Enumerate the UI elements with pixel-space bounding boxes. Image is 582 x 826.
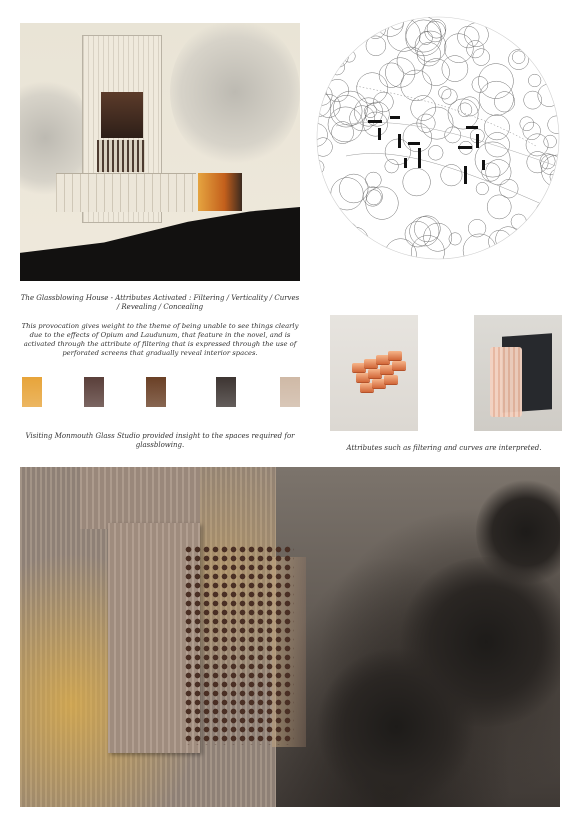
copper-block — [392, 361, 406, 370]
tree-circle — [550, 169, 560, 185]
tree-circle — [541, 155, 560, 175]
tree-circle — [460, 97, 479, 116]
tree-circle — [316, 91, 331, 117]
tree-circle — [331, 178, 363, 210]
tree-circle — [487, 195, 511, 219]
tree-circle — [442, 89, 458, 105]
tree-circle — [536, 226, 560, 259]
tree-circle — [525, 31, 547, 53]
tree-circle — [385, 159, 399, 173]
tower-window — [101, 92, 143, 138]
site-path — [356, 86, 536, 146]
glass-studio-caption: Visiting Monmouth Glass Studio provided insight to the spaces required for glassblowing. — [25, 432, 295, 450]
tree-circle — [523, 122, 541, 140]
tree-circle — [442, 56, 468, 82]
tree-circle — [387, 18, 420, 51]
tree-circle — [485, 132, 510, 157]
tree-circle — [328, 25, 344, 41]
material-swatch — [146, 377, 166, 407]
material-swatch — [84, 377, 104, 407]
tree-circle — [444, 34, 473, 63]
tree-circle — [511, 214, 526, 229]
timber-panel — [80, 467, 200, 529]
tree-circle — [316, 160, 324, 174]
perforated-screen — [184, 545, 294, 745]
material-swatch — [22, 377, 42, 407]
tree-circle — [449, 233, 461, 245]
tree-circle — [489, 230, 512, 253]
base-screen — [56, 173, 196, 212]
tree-circle — [476, 182, 488, 194]
tree-circle — [341, 16, 373, 33]
tree-circle — [366, 190, 381, 205]
site-plan — [316, 16, 560, 260]
tree-circle — [427, 19, 446, 38]
tree-circle — [475, 142, 510, 177]
tree-circle — [441, 165, 462, 186]
tree-circle — [540, 154, 555, 169]
tree-circle — [439, 87, 452, 100]
tree-circle — [472, 77, 488, 93]
tree-circle — [522, 237, 543, 258]
tree-circle — [327, 233, 345, 251]
tree-circle — [385, 58, 415, 88]
tree-circle — [342, 227, 369, 254]
tower-balcony — [97, 140, 145, 172]
tree-circle — [473, 49, 490, 66]
tree-circle — [484, 115, 509, 140]
tree-circle — [423, 59, 450, 86]
tree-circle — [509, 49, 529, 69]
provocation-text: This provocation gives weight to the theme of being unable to see things clearly due to the effects of Opium and Laudunum, that feature in the novel, and is activated through the attribute of filtering that is expressed through the use of perforated screens that gradually reveal interior spaces. — [21, 322, 299, 357]
contour-line — [346, 153, 546, 206]
tree-circle — [329, 60, 344, 75]
tree-circle — [417, 42, 441, 66]
tree-circle — [377, 16, 403, 36]
tree-circle — [379, 63, 404, 88]
tree-circle — [406, 20, 442, 56]
tree-circle — [365, 18, 385, 38]
tree-circle — [428, 145, 443, 160]
tree-circle — [316, 189, 330, 212]
tree-circle — [448, 99, 478, 129]
tree-circle — [316, 228, 346, 261]
tree-circle — [544, 135, 557, 148]
collage-image — [20, 467, 560, 807]
tree-circle — [494, 92, 514, 112]
tree-circle — [322, 217, 348, 243]
copper-block — [384, 375, 398, 384]
tree-circle — [500, 179, 519, 198]
tree-canopy — [170, 23, 300, 167]
tree-circle — [544, 208, 560, 238]
tree-circle — [467, 41, 484, 58]
attributes-caption: Attributes such as filtering and curves are interpreted. — [346, 444, 542, 452]
material-swatch — [216, 377, 236, 407]
tree-circle — [512, 51, 525, 64]
copper-block — [388, 351, 402, 360]
tree-circle — [316, 138, 332, 157]
tree-circle — [421, 107, 453, 139]
collage-forest — [276, 467, 560, 807]
tree-circle — [316, 85, 332, 106]
tree-circle — [405, 221, 431, 247]
tree-foliage — [316, 647, 476, 807]
tree-circle — [324, 16, 349, 34]
tree-circle — [325, 44, 349, 68]
curved-pages — [490, 347, 522, 417]
tree-circle — [403, 168, 431, 196]
tree-circle — [366, 187, 399, 220]
glowing-doorway — [198, 173, 242, 211]
elevation-drawing — [20, 23, 300, 281]
tree-circle — [528, 74, 541, 87]
tree-circle — [403, 123, 432, 152]
material-swatch — [280, 377, 300, 407]
tree-circle — [397, 47, 425, 75]
elevation-caption: The Glassblowing House - Attributes Activated : Filtering / Verticality / Curves / Revealing / Concealing — [20, 294, 300, 312]
copper-model-photo — [330, 315, 418, 431]
tree-circle — [339, 174, 368, 203]
book-model-photo — [474, 315, 562, 431]
tree-circle — [357, 73, 388, 104]
